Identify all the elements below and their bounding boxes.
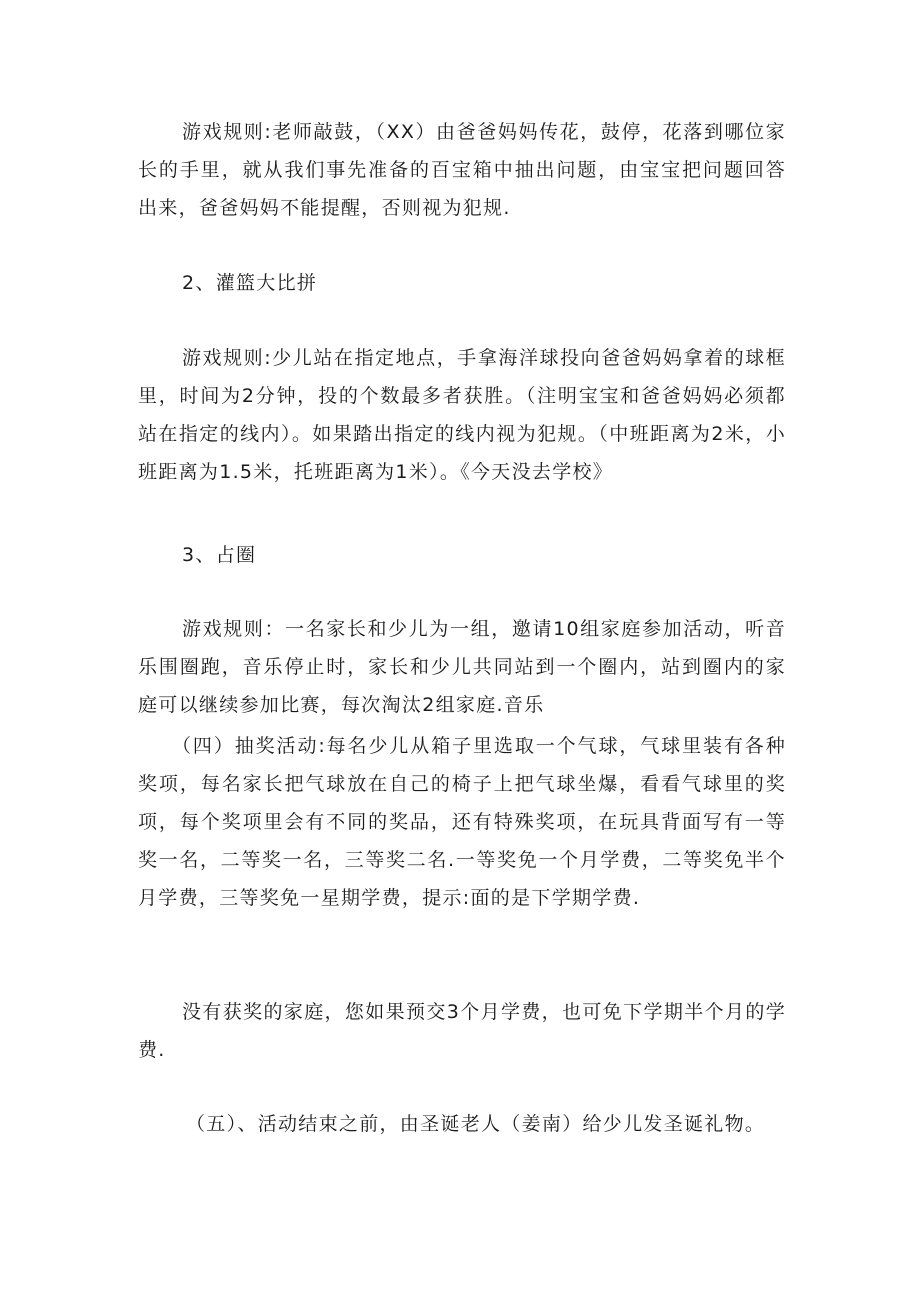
- basketball-heading: 2、灌篮大比拼: [182, 272, 318, 294]
- ending-paragraph: （五）、活动结束之前，由圣诞老人（姜南）给少儿发圣诞礼物。: [186, 1113, 766, 1135]
- rule-circle-paragraph: 游戏规则：一名家长和少儿为一组，邀请10组家庭参加活动，听音乐围圈跑，音乐停止时，家长和少儿共同站到一个圈内，站到圈内的家庭可以继续参加比赛，每次淘汰2组家庭.音乐: [138, 618, 786, 716]
- lottery-paragraph: （四）抽奖活动:每名少儿从箱子里选取一个气球，气球里装有各种奖项，每名家长把气球放在自己的椅子上把气球坐爆，看看气球里的奖项，每个奖项里会有不同的奖品，还有特殊奖项，在玩具背面写有一等奖一名，二等奖一名，三等奖二名.一等奖免一个月学费，二等奖免半个月学费，三等奖免一星期学费，提示:面的是下学期学费.: [138, 735, 786, 909]
- circle-heading: 3、占圈: [182, 544, 257, 566]
- rule-pass-flower-paragraph: 游戏规则:老师敲鼓，（XX）由爸爸妈妈传花，鼓停，花落到哪位家长的手里，就从我们事先准备的百宝箱中抽出问题，由宝宝把问题回答出来，爸爸妈妈不能提醒，否则视为犯规.: [138, 121, 786, 219]
- no-prize-paragraph: 没有获奖的家庭，您如果预交3个月学费，也可免下学期半个月的学费.: [138, 1001, 786, 1061]
- rule-basketball-paragraph: 游戏规则:少儿站在指定地点，手拿海洋球投向爸爸妈妈拿着的球框里，时间为2分钟，投的个数最多者获胜。（注明宝宝和爸爸妈妈必须都站在指定的线内）。如果踏出指定的线内视为犯规。（中班距离为2米，小班距离为1.5米，托班距离为1米）。《今天没去学校》: [138, 347, 786, 483]
